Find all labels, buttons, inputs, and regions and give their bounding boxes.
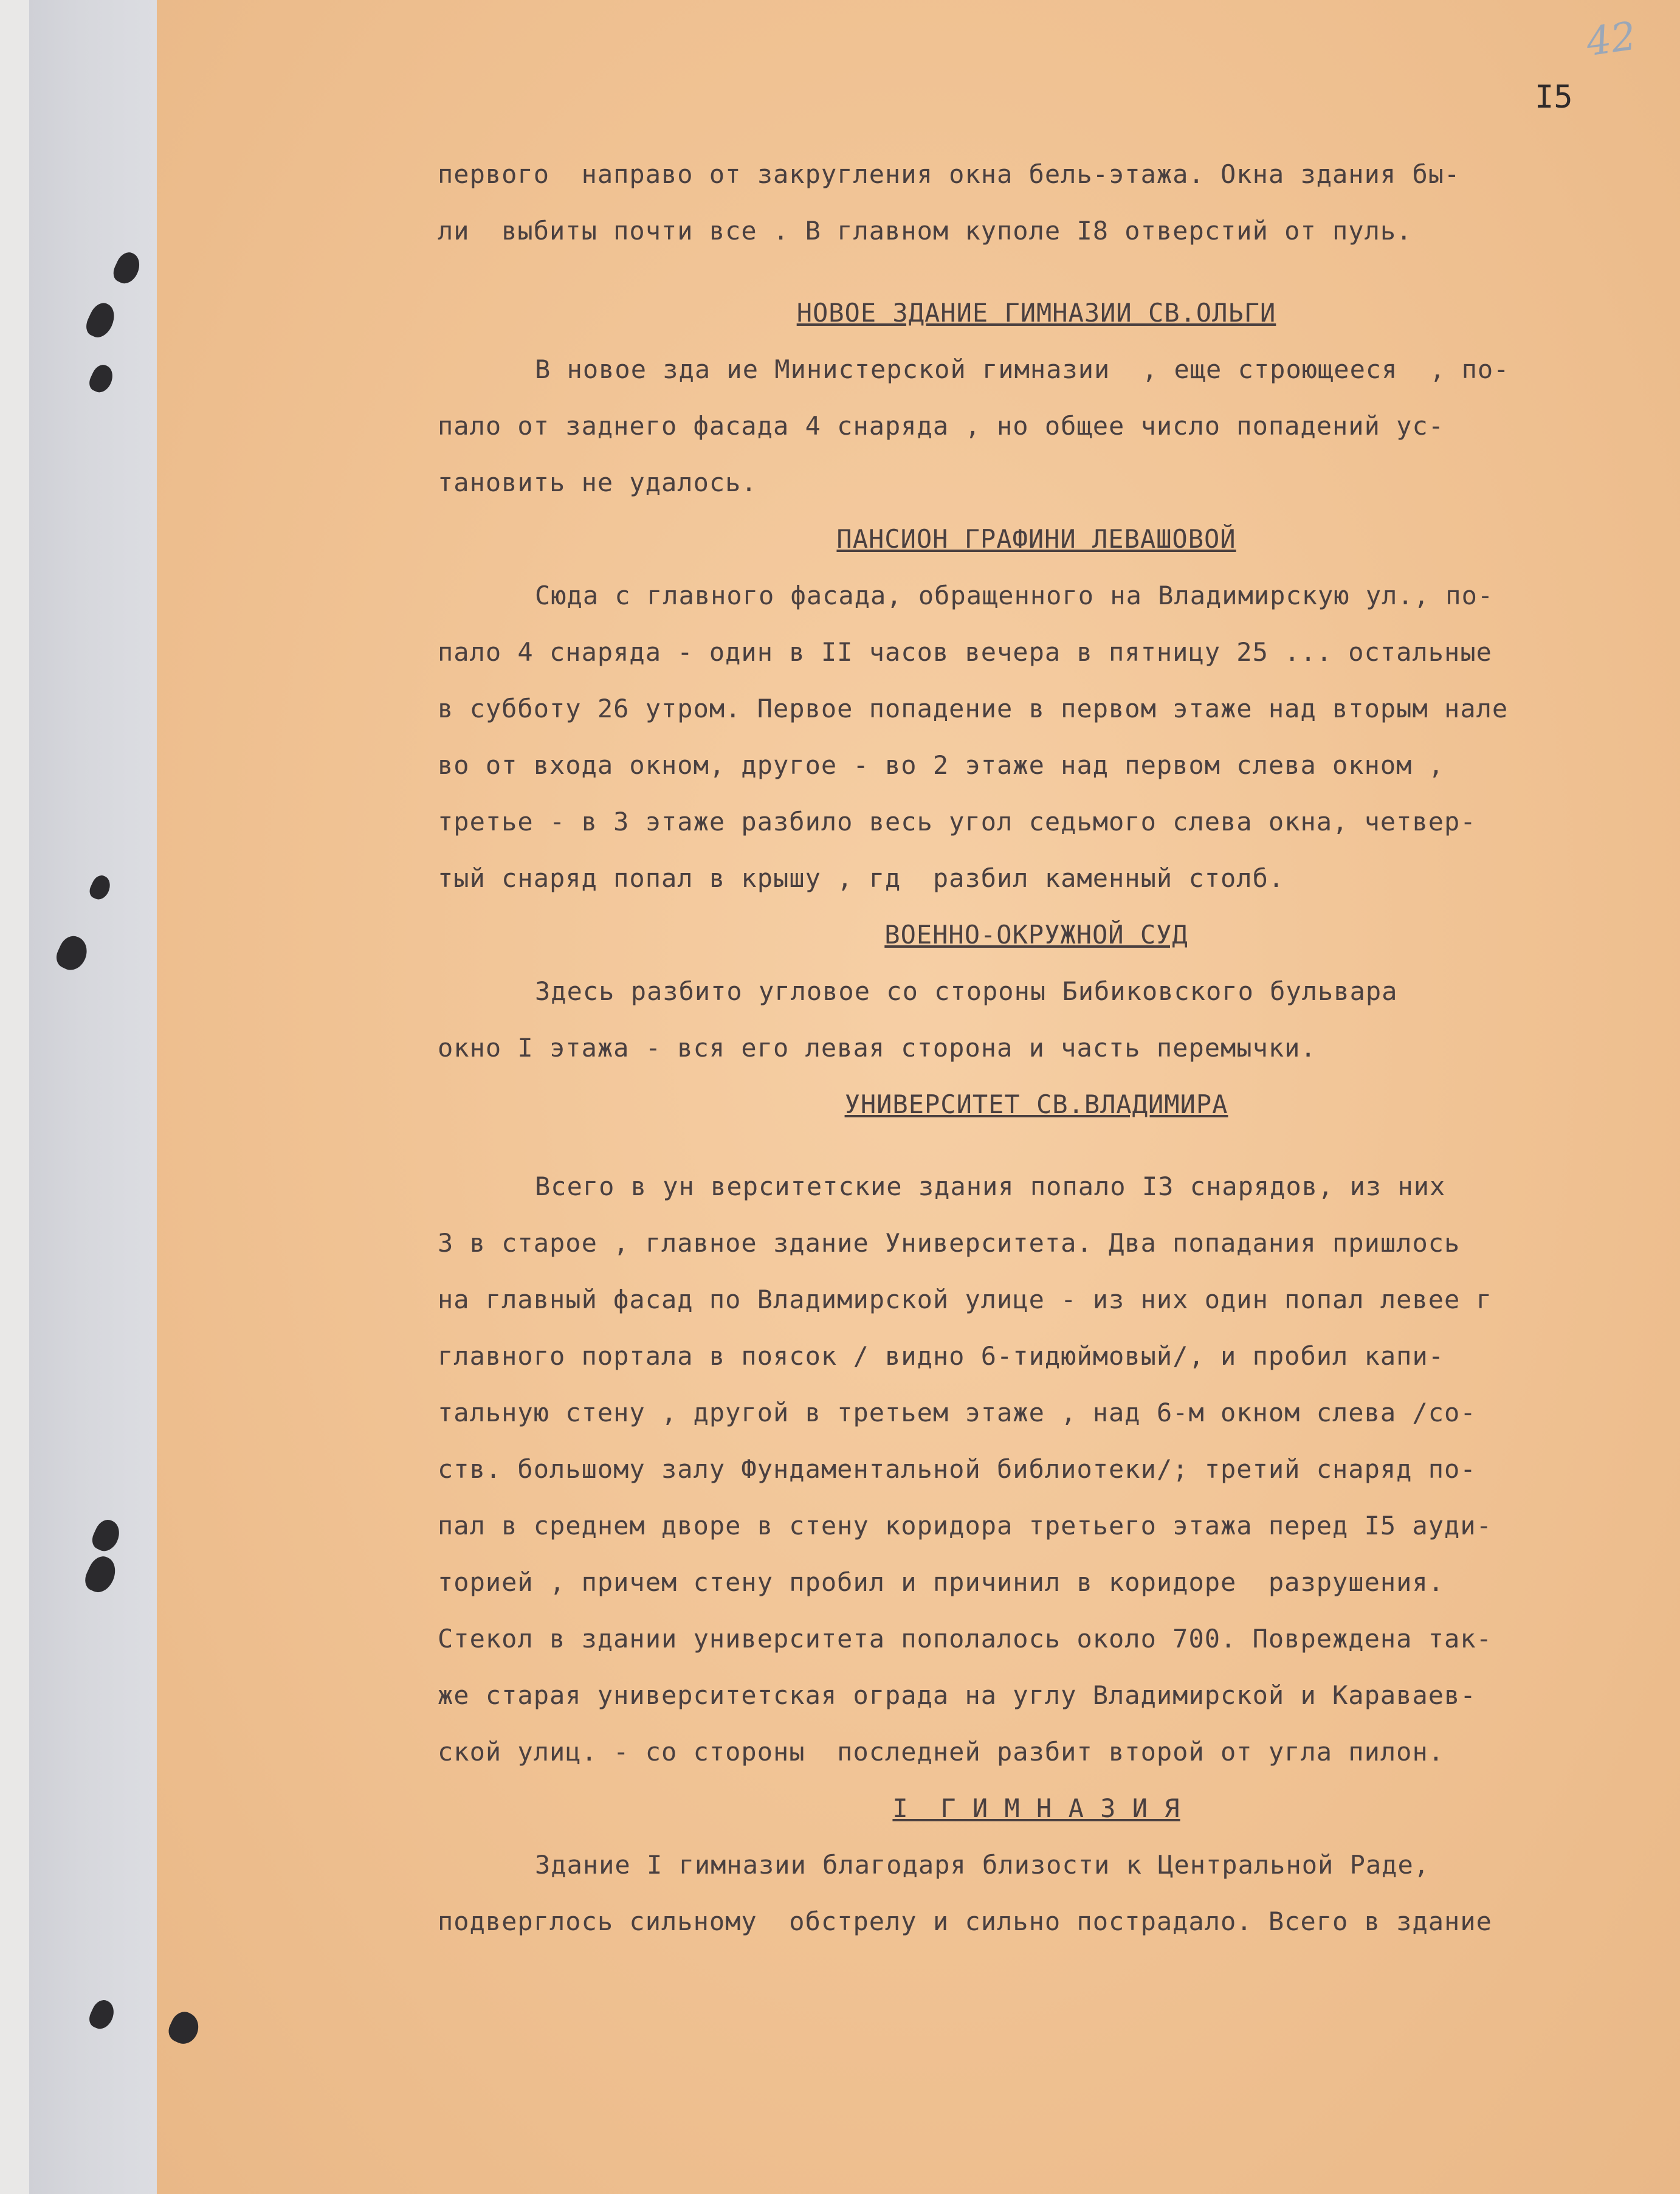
- section-heading: УНИВЕРСИТЕТ СВ.ВЛАДИМИРА: [844, 1089, 1228, 1119]
- text-line: во от входа окном, другое - во 2 этаже над первом слева окном ,: [438, 750, 1445, 780]
- section-heading: ВОЕННО-ОКРУЖНОЙ СУД: [884, 920, 1188, 950]
- text-line: тальную стену , другой в третьем этаже , над 6-м окном слева /со-: [438, 1398, 1476, 1427]
- text-line: пал в среднем дворе в стену коридора третьего этажа перед I5 ауди-: [438, 1511, 1492, 1540]
- text-line: Сюда с главного фасада, обращенного на Владимирскую ул., по-: [535, 581, 1494, 610]
- text-line: пало 4 снаряда - один в II часов вечера в пятницу 25 ... остальные: [438, 637, 1492, 667]
- section-heading: ПАНСИОН ГРАФИНИ ЛЕВАШОВОЙ: [836, 524, 1236, 554]
- archive-folio-number: 42: [1583, 13, 1639, 66]
- text-line: на главный фасад по Владимирской улице - из них один попал левее г: [438, 1285, 1492, 1314]
- text-line: В новое зда ие Министерской гимназии , еще строющееся , по-: [535, 354, 1510, 384]
- text-line: окно I этажа - вся его левая сторона и часть перемычки.: [438, 1033, 1317, 1063]
- text-line: ской улиц. - со стороны последней разбит второй от угла пилон.: [438, 1737, 1445, 1767]
- text-line: Стекол в здании университета пополалось около 700. Повреждена так-: [438, 1624, 1492, 1654]
- text-line: в субботу 26 утром. Первое попадение в первом этаже над вторым нале: [438, 694, 1509, 723]
- text-line: тый снаряд попал в крышу , гд разбил каменный столб.: [438, 863, 1285, 893]
- page-number: I5: [1535, 79, 1573, 116]
- section-heading: I Г И М Н А З И Я: [892, 1793, 1180, 1823]
- text-line: тановить не удалось.: [438, 467, 757, 497]
- text-line: 3 в старое , главное здание Университета. Два попадания пришлось: [438, 1228, 1461, 1258]
- text-line: третье - в 3 этаже разбило весь угол седьмого слева окна, четвер-: [438, 807, 1476, 837]
- text-line: ли выбиты почти все . В главном куполе I8 отверстий от пуль.: [438, 216, 1413, 246]
- text-line: подверглось сильному обстрелу и сильно пострадало. Всего в здание: [438, 1906, 1492, 1936]
- text-line: ств. большому залу Фундаментальной библиотеки/; третий снаряд по-: [438, 1454, 1476, 1484]
- text-line: пало от заднего фасада 4 снаряда , но общее число попадений ус-: [438, 411, 1445, 441]
- text-line: главного портала в поясок / видно 6-тидюймовый/, и пробил капи-: [438, 1341, 1445, 1371]
- text-line: торией , причем стену пробил и причинил в коридоре разрушения.: [438, 1567, 1445, 1597]
- text-line: Здание I гимназии благодаря близости к Центральной Раде,: [535, 1850, 1430, 1880]
- text-line: же старая университетская ограда на углу Владимирской и Караваев-: [438, 1680, 1476, 1710]
- text-line: первого направо от закругления окна бель-этажа. Окна здания бы-: [438, 159, 1461, 189]
- section-heading: НОВОЕ ЗДАНИЕ ГИМНАЗИИ СВ.ОЛЬГИ: [796, 298, 1276, 328]
- scanner-background: [0, 0, 29, 2194]
- text-line: Здесь разбито угловое со стороны Бибиковского бульвара: [535, 976, 1398, 1006]
- typed-text-body: [438, 146, 1659, 1950]
- text-line: Всего в ун верситетские здания попало I3 снарядов, из них: [535, 1171, 1446, 1201]
